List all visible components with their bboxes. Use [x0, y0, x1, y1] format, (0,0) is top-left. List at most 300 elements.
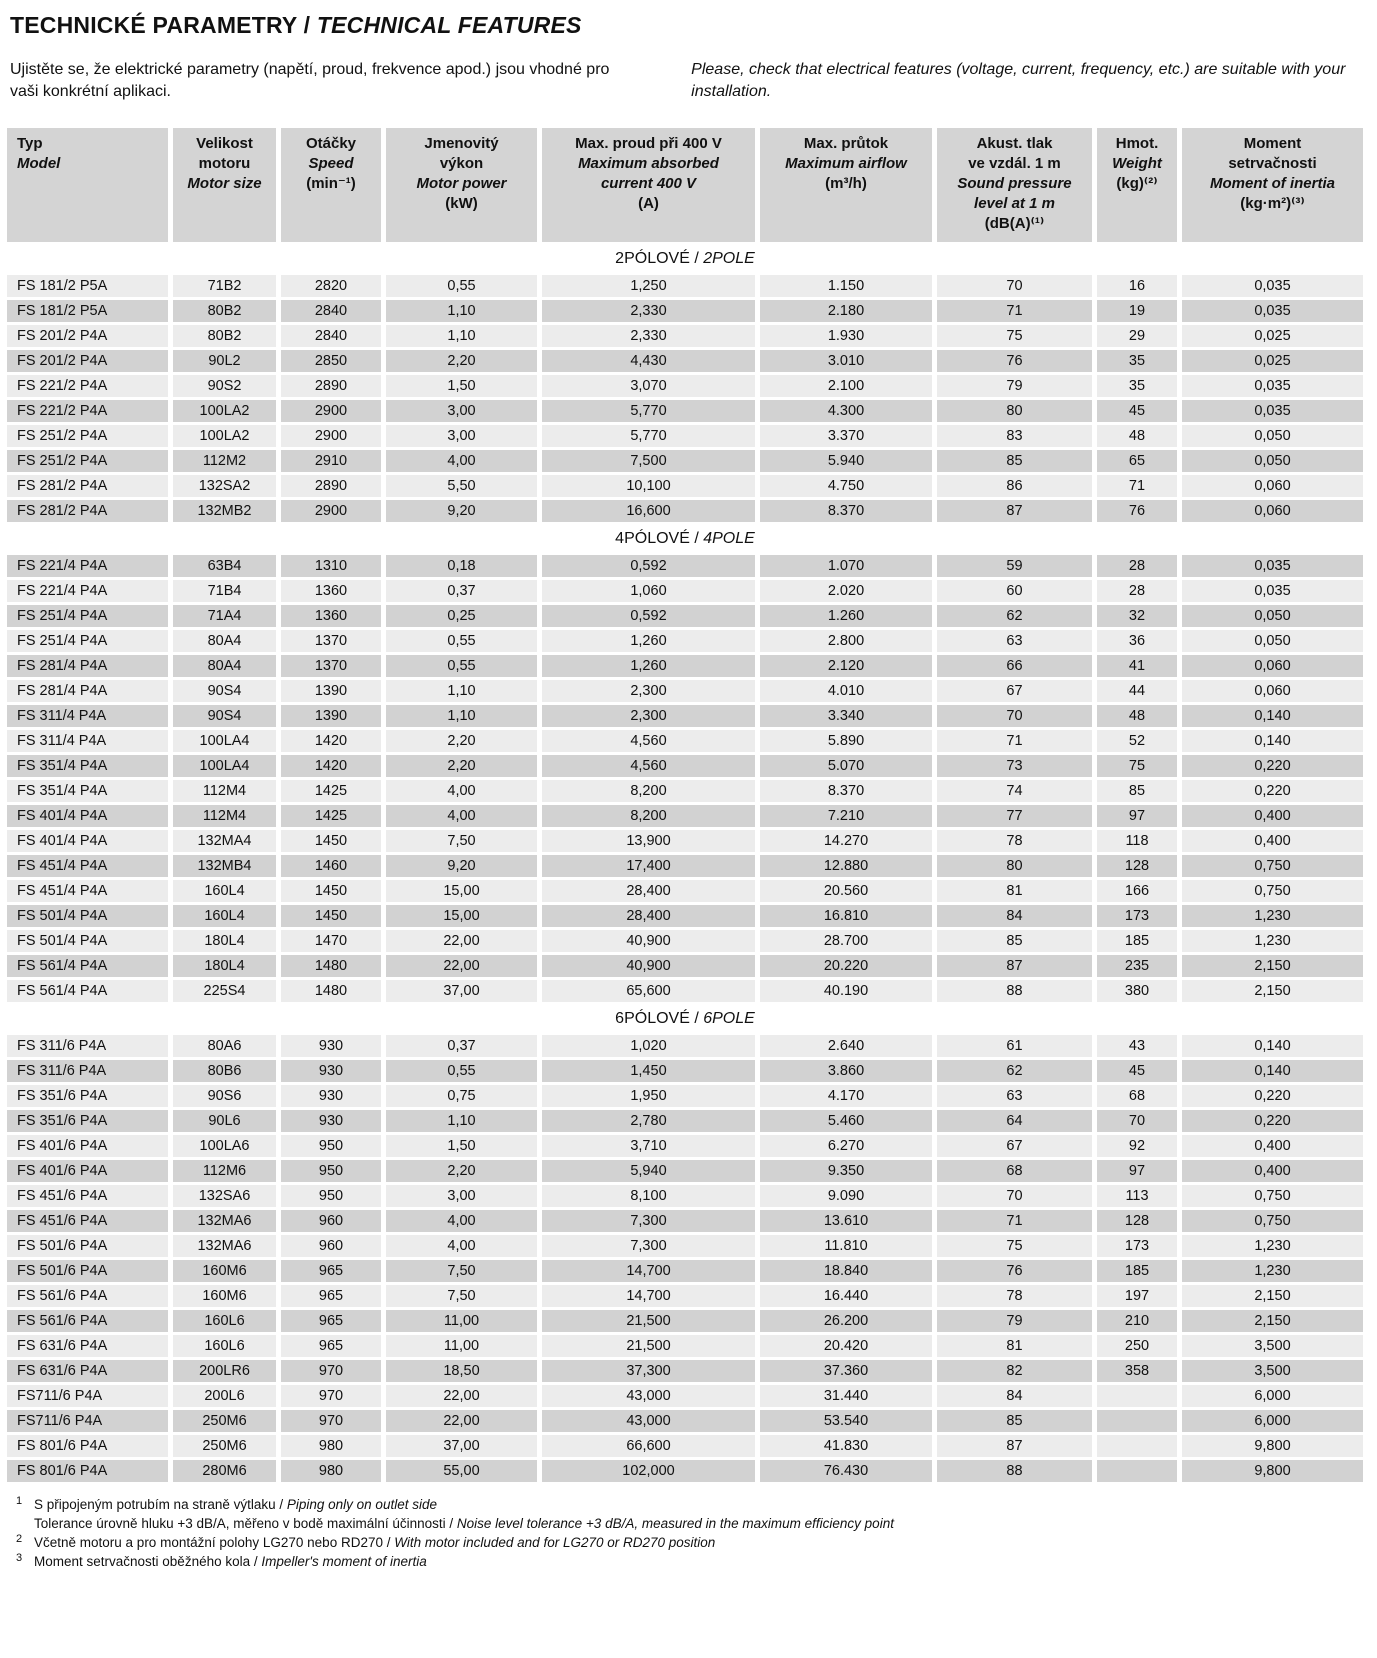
value-cell: 950 — [281, 1160, 381, 1182]
table-row — [7, 450, 1363, 472]
value-cell: 40.190 — [760, 980, 932, 1002]
value-cell: 160M6 — [173, 1285, 276, 1307]
model-cell: FS 281/2 P4A — [7, 500, 168, 522]
value-cell: 930 — [281, 1110, 381, 1132]
value-cell: 9,20 — [386, 500, 537, 522]
value-cell: 112M6 — [173, 1160, 276, 1182]
section-label — [7, 245, 1363, 272]
value-cell: 37.360 — [760, 1360, 932, 1382]
value-cell: 132MA6 — [173, 1235, 276, 1257]
value-cell: 7,500 — [542, 450, 755, 472]
value-cell: 74 — [937, 780, 1092, 802]
column-header — [542, 128, 755, 242]
value-cell: 980 — [281, 1435, 381, 1457]
model-cell: FS 501/4 P4A — [7, 905, 168, 927]
table-row — [7, 1035, 1363, 1057]
table-section — [7, 245, 1363, 522]
value-cell: 1460 — [281, 855, 381, 877]
value-cell: 90S4 — [173, 705, 276, 727]
value-cell: 2900 — [281, 425, 381, 447]
value-cell: 0,220 — [1182, 1110, 1363, 1132]
value-cell: 5,770 — [542, 425, 755, 447]
value-cell: 4,00 — [386, 805, 537, 827]
value-cell: 80A4 — [173, 630, 276, 652]
footnote-cz: Moment setrvačnosti oběžného kola / — [34, 1554, 262, 1569]
model-cell: FS 401/6 P4A — [7, 1135, 168, 1157]
value-cell: 12.880 — [760, 855, 932, 877]
model-cell: FS 801/6 P4A — [7, 1460, 168, 1482]
footnote-cz: Tolerance úrovně hluku +3 dB/A, měřeno v bodě maximální účinnosti / — [34, 1516, 457, 1531]
value-cell: 76 — [937, 1260, 1092, 1282]
column-header-line: (min⁻¹) — [306, 175, 356, 192]
value-cell: 173 — [1097, 1235, 1177, 1257]
value-cell: 1450 — [281, 880, 381, 902]
value-cell: 0,035 — [1182, 300, 1363, 322]
value-cell: 0,750 — [1182, 880, 1363, 902]
value-cell: 17,400 — [542, 855, 755, 877]
model-cell: FS 311/6 P4A — [7, 1035, 168, 1057]
value-cell: 71 — [1097, 475, 1177, 497]
parameters-table — [2, 125, 1368, 1485]
value-cell: 66,600 — [542, 1435, 755, 1457]
value-cell: 2.120 — [760, 655, 932, 677]
value-cell: 960 — [281, 1235, 381, 1257]
value-cell: 0,035 — [1182, 555, 1363, 577]
value-cell: 2,150 — [1182, 1285, 1363, 1307]
value-cell: 76 — [1097, 500, 1177, 522]
model-cell: FS 501/4 P4A — [7, 930, 168, 952]
value-cell: 28 — [1097, 580, 1177, 602]
value-cell: 19 — [1097, 300, 1177, 322]
value-cell: 90L2 — [173, 350, 276, 372]
value-cell: 15,00 — [386, 880, 537, 902]
table-row — [7, 1085, 1363, 1107]
column-header-line: Motor size — [187, 175, 262, 192]
value-cell: 0,050 — [1182, 605, 1363, 627]
value-cell: 132MB2 — [173, 500, 276, 522]
footnote-line — [10, 1495, 1377, 1514]
value-cell: 132MA4 — [173, 830, 276, 852]
value-cell: 80B6 — [173, 1060, 276, 1082]
value-cell: 2910 — [281, 450, 381, 472]
value-cell: 36 — [1097, 630, 1177, 652]
value-cell: 0,400 — [1182, 1160, 1363, 1182]
value-cell: 8.370 — [760, 780, 932, 802]
value-cell: 210 — [1097, 1310, 1177, 1332]
value-cell: 160L4 — [173, 880, 276, 902]
value-cell: 2.800 — [760, 630, 932, 652]
section-label-cz: 6PÓLOVÉ / — [615, 1009, 704, 1027]
value-cell: 0,035 — [1182, 580, 1363, 602]
value-cell: 1370 — [281, 630, 381, 652]
value-cell: 43,000 — [542, 1385, 755, 1407]
value-cell: 2,150 — [1182, 1310, 1363, 1332]
value-cell: 32 — [1097, 605, 1177, 627]
value-cell: 0,025 — [1182, 350, 1363, 372]
value-cell: 0,25 — [386, 605, 537, 627]
value-cell: 3.860 — [760, 1060, 932, 1082]
column-header-line: Maximum airflow — [785, 155, 907, 172]
value-cell: 4,560 — [542, 755, 755, 777]
value-cell: 1360 — [281, 605, 381, 627]
value-cell: 1,10 — [386, 300, 537, 322]
table-row — [7, 605, 1363, 627]
value-cell: 28,400 — [542, 880, 755, 902]
table-row — [7, 680, 1363, 702]
table-row — [7, 905, 1363, 927]
model-cell: FS 631/6 P4A — [7, 1335, 168, 1357]
value-cell: 97 — [1097, 805, 1177, 827]
value-cell: 1480 — [281, 980, 381, 1002]
value-cell: 80B2 — [173, 325, 276, 347]
model-cell: FS 401/6 P4A — [7, 1160, 168, 1182]
value-cell: 5.070 — [760, 755, 932, 777]
value-cell: 1,50 — [386, 375, 537, 397]
header-row — [7, 128, 1363, 242]
model-cell: FS 251/4 P4A — [7, 605, 168, 627]
value-cell: 40,900 — [542, 930, 755, 952]
value-cell: 90S2 — [173, 375, 276, 397]
value-cell: 71B2 — [173, 275, 276, 297]
value-cell: 2,20 — [386, 755, 537, 777]
page-title-en: TECHNICAL FEATURES — [316, 12, 582, 38]
value-cell: 6,000 — [1182, 1385, 1363, 1407]
value-cell: 113 — [1097, 1185, 1177, 1207]
value-cell: 100LA6 — [173, 1135, 276, 1157]
value-cell: 87 — [937, 1435, 1092, 1457]
value-cell: 61 — [937, 1035, 1092, 1057]
model-cell: FS 451/4 P4A — [7, 855, 168, 877]
table-row — [7, 1260, 1363, 1282]
value-cell: 70 — [937, 1185, 1092, 1207]
table-row — [7, 300, 1363, 322]
table-section — [7, 525, 1363, 1002]
table-row — [7, 475, 1363, 497]
model-cell: FS711/6 P4A — [7, 1385, 168, 1407]
table-row — [7, 1110, 1363, 1132]
table-row — [7, 830, 1363, 852]
value-cell: 2.180 — [760, 300, 932, 322]
table-row — [7, 880, 1363, 902]
footnote-en: With motor included and for LG270 or RD270 position — [394, 1535, 716, 1550]
value-cell: 102,000 — [542, 1460, 755, 1482]
table-row — [7, 425, 1363, 447]
table-row — [7, 1310, 1363, 1332]
value-cell: 1450 — [281, 905, 381, 927]
column-header-line: Moment — [1243, 135, 1302, 152]
value-cell: 1,250 — [542, 275, 755, 297]
value-cell: 100LA2 — [173, 425, 276, 447]
table-row — [7, 1160, 1363, 1182]
value-cell: 0,140 — [1182, 730, 1363, 752]
value-cell: 180L4 — [173, 930, 276, 952]
value-cell: 250 — [1097, 1335, 1177, 1357]
value-cell: 67 — [937, 680, 1092, 702]
section-header-row — [7, 525, 1363, 552]
column-header-line: Akust. tlak — [976, 135, 1053, 152]
value-cell: 63B4 — [173, 555, 276, 577]
value-cell: 2,150 — [1182, 955, 1363, 977]
value-cell: 0,55 — [386, 630, 537, 652]
value-cell: 16.810 — [760, 905, 932, 927]
value-cell: 9,800 — [1182, 1460, 1363, 1482]
value-cell: 0,060 — [1182, 680, 1363, 702]
footnote-marker: 1 — [16, 1495, 23, 1507]
value-cell — [1097, 1460, 1177, 1482]
column-header-line: Jmenovitý — [424, 135, 499, 152]
table-row — [7, 805, 1363, 827]
value-cell: 180L4 — [173, 955, 276, 977]
value-cell: 970 — [281, 1410, 381, 1432]
value-cell: 76.430 — [760, 1460, 932, 1482]
value-cell: 0,592 — [542, 555, 755, 577]
value-cell: 70 — [937, 705, 1092, 727]
table-row — [7, 350, 1363, 372]
model-cell: FS 251/2 P4A — [7, 450, 168, 472]
table-row — [7, 1435, 1363, 1457]
table-row — [7, 1135, 1363, 1157]
value-cell: 88 — [937, 980, 1092, 1002]
value-cell: 63 — [937, 630, 1092, 652]
value-cell: 22,00 — [386, 1385, 537, 1407]
value-cell: 85 — [937, 450, 1092, 472]
footnote-marker: 2 — [16, 1533, 23, 1545]
value-cell: 166 — [1097, 880, 1177, 902]
value-cell: 0,75 — [386, 1085, 537, 1107]
value-cell: 80 — [937, 855, 1092, 877]
value-cell: 14,700 — [542, 1260, 755, 1282]
model-cell: FS 561/4 P4A — [7, 980, 168, 1002]
section-label — [7, 1005, 1363, 1032]
value-cell: 75 — [937, 1235, 1092, 1257]
footnote-line — [10, 1514, 1377, 1533]
value-cell: 3,00 — [386, 425, 537, 447]
value-cell: 70 — [1097, 1110, 1177, 1132]
value-cell: 45 — [1097, 1060, 1177, 1082]
value-cell: 0,37 — [386, 580, 537, 602]
column-header-line: (m³/h) — [825, 175, 867, 192]
value-cell: 4,00 — [386, 1235, 537, 1257]
value-cell: 9,20 — [386, 855, 537, 877]
model-cell: FS 351/6 P4A — [7, 1085, 168, 1107]
value-cell: 0,400 — [1182, 1135, 1363, 1157]
value-cell: 85 — [937, 930, 1092, 952]
value-cell: 4.300 — [760, 400, 932, 422]
value-cell: 950 — [281, 1185, 381, 1207]
value-cell: 197 — [1097, 1285, 1177, 1307]
value-cell: 77 — [937, 805, 1092, 827]
value-cell: 37,00 — [386, 1435, 537, 1457]
column-header-line: (kg)⁽²⁾ — [1116, 175, 1158, 192]
value-cell: 2890 — [281, 375, 381, 397]
value-cell: 3.340 — [760, 705, 932, 727]
table-row — [7, 400, 1363, 422]
value-cell: 1360 — [281, 580, 381, 602]
value-cell: 16 — [1097, 275, 1177, 297]
value-cell: 160L6 — [173, 1335, 276, 1357]
table-row — [7, 1410, 1363, 1432]
value-cell: 82 — [937, 1360, 1092, 1382]
value-cell: 81 — [937, 880, 1092, 902]
section-label — [7, 525, 1363, 552]
model-cell: FS 251/2 P4A — [7, 425, 168, 447]
value-cell: 132MB4 — [173, 855, 276, 877]
value-cell: 200L6 — [173, 1385, 276, 1407]
value-cell: 9.350 — [760, 1160, 932, 1182]
value-cell: 2900 — [281, 400, 381, 422]
value-cell: 965 — [281, 1260, 381, 1282]
value-cell: 118 — [1097, 830, 1177, 852]
model-cell: FS 281/2 P4A — [7, 475, 168, 497]
value-cell: 1425 — [281, 780, 381, 802]
table-row — [7, 275, 1363, 297]
value-cell: 0,18 — [386, 555, 537, 577]
value-cell: 2.100 — [760, 375, 932, 397]
column-header-line: Max. průtok — [803, 135, 889, 152]
table-row — [7, 1335, 1363, 1357]
value-cell: 0,050 — [1182, 450, 1363, 472]
value-cell: 5,940 — [542, 1160, 755, 1182]
value-cell: 5.460 — [760, 1110, 932, 1132]
section-label-en: 4POLE — [703, 529, 755, 547]
footnote-cz: Včetně motoru a pro montážní polohy LG270 nebo RD270 / — [34, 1535, 395, 1550]
value-cell: 73 — [937, 755, 1092, 777]
model-cell: FS 181/2 P5A — [7, 300, 168, 322]
value-cell: 78 — [937, 1285, 1092, 1307]
value-cell: 1420 — [281, 755, 381, 777]
value-cell: 1.930 — [760, 325, 932, 347]
column-header-line: Weight — [1112, 155, 1162, 172]
table-row — [7, 1385, 1363, 1407]
column-header-line: (A) — [638, 195, 659, 212]
table-row — [7, 955, 1363, 977]
value-cell: 13,900 — [542, 830, 755, 852]
value-cell: 1,260 — [542, 630, 755, 652]
model-cell: FS 561/6 P4A — [7, 1310, 168, 1332]
page-title — [10, 12, 1377, 39]
model-cell: FS 501/6 P4A — [7, 1260, 168, 1282]
value-cell: 20.560 — [760, 880, 932, 902]
value-cell: 62 — [937, 1060, 1092, 1082]
value-cell: 1310 — [281, 555, 381, 577]
value-cell: 0,750 — [1182, 855, 1363, 877]
value-cell: 100LA4 — [173, 755, 276, 777]
footnotes — [10, 1495, 1377, 1571]
model-cell: FS 311/4 P4A — [7, 730, 168, 752]
value-cell: 0,400 — [1182, 805, 1363, 827]
value-cell: 2,20 — [386, 730, 537, 752]
intro-czech: Ujistěte se, že elektrické parametry (napětí, proud, frekvence apod.) jsou vhodné pro vaši konkrétní aplikaci. — [10, 61, 610, 100]
value-cell: 2,20 — [386, 350, 537, 372]
value-cell: 1.150 — [760, 275, 932, 297]
column-header-line: Moment of inertia — [1209, 175, 1335, 192]
value-cell: 0,060 — [1182, 500, 1363, 522]
value-cell: 980 — [281, 1460, 381, 1482]
value-cell: 1,020 — [542, 1035, 755, 1057]
value-cell: 28 — [1097, 555, 1177, 577]
value-cell: 8,100 — [542, 1185, 755, 1207]
column-header — [173, 128, 276, 242]
footnote-cz: S připojeným potrubím na straně výtlaku / — [34, 1497, 287, 1512]
model-cell: FS 351/4 P4A — [7, 755, 168, 777]
value-cell: 4,00 — [386, 780, 537, 802]
value-cell: 8,200 — [542, 805, 755, 827]
model-cell: FS 451/6 P4A — [7, 1185, 168, 1207]
value-cell: 22,00 — [386, 955, 537, 977]
value-cell: 0,050 — [1182, 425, 1363, 447]
value-cell: 200LR6 — [173, 1360, 276, 1382]
value-cell: 7,300 — [542, 1210, 755, 1232]
value-cell: 1.070 — [760, 555, 932, 577]
page-title-cz: TECHNICKÉ PARAMETRY / — [10, 12, 311, 38]
value-cell — [1097, 1385, 1177, 1407]
value-cell: 86 — [937, 475, 1092, 497]
value-cell: 80B2 — [173, 300, 276, 322]
table-row — [7, 1360, 1363, 1382]
value-cell: 100LA4 — [173, 730, 276, 752]
column-header — [760, 128, 932, 242]
column-header-line: Otáčky — [305, 135, 357, 152]
value-cell: 960 — [281, 1210, 381, 1232]
table-row — [7, 630, 1363, 652]
value-cell: 1,260 — [542, 655, 755, 677]
value-cell: 3,00 — [386, 1185, 537, 1207]
value-cell: 965 — [281, 1335, 381, 1357]
intro — [10, 59, 1377, 103]
section-label-en: 6POLE — [703, 1009, 755, 1027]
value-cell: 0,400 — [1182, 830, 1363, 852]
value-cell: 81 — [937, 1335, 1092, 1357]
value-cell: 2.640 — [760, 1035, 932, 1057]
value-cell: 70 — [937, 275, 1092, 297]
table-row — [7, 375, 1363, 397]
value-cell: 37,00 — [386, 980, 537, 1002]
model-cell: FS 221/2 P4A — [7, 375, 168, 397]
value-cell: 67 — [937, 1135, 1092, 1157]
model-cell: FS 201/2 P4A — [7, 325, 168, 347]
value-cell: 7,300 — [542, 1235, 755, 1257]
value-cell: 90S6 — [173, 1085, 276, 1107]
value-cell: 1.260 — [760, 605, 932, 627]
value-cell: 3,00 — [386, 400, 537, 422]
value-cell: 250M6 — [173, 1410, 276, 1432]
value-cell: 71 — [937, 730, 1092, 752]
table-row — [7, 780, 1363, 802]
footnote-marker: 3 — [16, 1552, 23, 1564]
value-cell: 380 — [1097, 980, 1177, 1002]
value-cell: 2820 — [281, 275, 381, 297]
value-cell: 1480 — [281, 955, 381, 977]
value-cell: 3,070 — [542, 375, 755, 397]
value-cell: 53.540 — [760, 1410, 932, 1432]
value-cell: 59 — [937, 555, 1092, 577]
column-header-line: Hmot. — [1115, 135, 1159, 152]
value-cell: 14,700 — [542, 1285, 755, 1307]
value-cell: 87 — [937, 500, 1092, 522]
value-cell: 28,400 — [542, 905, 755, 927]
value-cell: 55,00 — [386, 1460, 537, 1482]
value-cell: 128 — [1097, 855, 1177, 877]
column-header — [1097, 128, 1177, 242]
value-cell: 18.840 — [760, 1260, 932, 1282]
value-cell: 970 — [281, 1360, 381, 1382]
value-cell: 1,230 — [1182, 1260, 1363, 1282]
table-row — [7, 1185, 1363, 1207]
value-cell: 1,230 — [1182, 1235, 1363, 1257]
value-cell: 1,10 — [386, 325, 537, 347]
value-cell: 2,150 — [1182, 980, 1363, 1002]
value-cell: 0,140 — [1182, 1060, 1363, 1082]
